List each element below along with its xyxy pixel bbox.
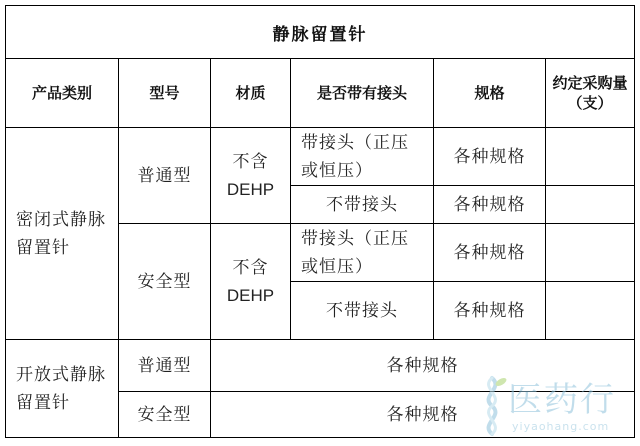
connector-cell: 带接头（正压或恒压） bbox=[291, 224, 434, 282]
watermark-brand: 医药行 bbox=[508, 380, 616, 420]
spec-cell: 各种规格 bbox=[211, 392, 635, 438]
header-category: 产品类别 bbox=[6, 59, 119, 128]
connector-cell: 带接头（正压或恒压） bbox=[291, 128, 434, 186]
connector-cell: 不带接头 bbox=[291, 282, 434, 340]
model-cell: 安全型 bbox=[119, 224, 211, 340]
header-quantity: 约定采购量（支） bbox=[546, 59, 635, 128]
category-open: 开放式静脉留置针 bbox=[6, 340, 119, 438]
quantity-cell[interactable] bbox=[546, 224, 635, 282]
spec-cell: 各种规格 bbox=[434, 282, 546, 340]
material-line: 不含 bbox=[232, 257, 269, 278]
model-cell: 普通型 bbox=[119, 128, 211, 224]
header-connector: 是否带有接头 bbox=[291, 59, 434, 128]
table-title: 静脉留置针 bbox=[6, 6, 635, 59]
connector-cell: 不带接头 bbox=[291, 186, 434, 224]
material-line: 不含 bbox=[232, 151, 269, 172]
spec-cell: 各种规格 bbox=[211, 340, 635, 392]
spec-cell: 各种规格 bbox=[434, 186, 546, 224]
header-material: 材质 bbox=[211, 59, 291, 128]
header-model: 型号 bbox=[119, 59, 211, 128]
material-line: DEHP bbox=[226, 179, 275, 199]
watermark-url: yiyaohang.com bbox=[512, 420, 610, 433]
watermark bbox=[468, 372, 638, 444]
quantity-cell[interactable] bbox=[546, 282, 635, 340]
material-cell bbox=[211, 224, 291, 340]
helix-leaf-icon bbox=[474, 374, 510, 436]
quantity-cell[interactable] bbox=[546, 128, 635, 186]
material-cell bbox=[211, 128, 291, 224]
model-cell: 普通型 bbox=[119, 340, 211, 392]
material-line: DEHP bbox=[226, 285, 275, 305]
spec-cell: 各种规格 bbox=[434, 128, 546, 186]
header-spec: 规格 bbox=[434, 59, 546, 128]
quantity-cell[interactable] bbox=[546, 186, 635, 224]
spec-cell: 各种规格 bbox=[434, 224, 546, 282]
model-cell: 安全型 bbox=[119, 392, 211, 438]
category-closed: 密闭式静脉留置针 bbox=[6, 128, 119, 340]
